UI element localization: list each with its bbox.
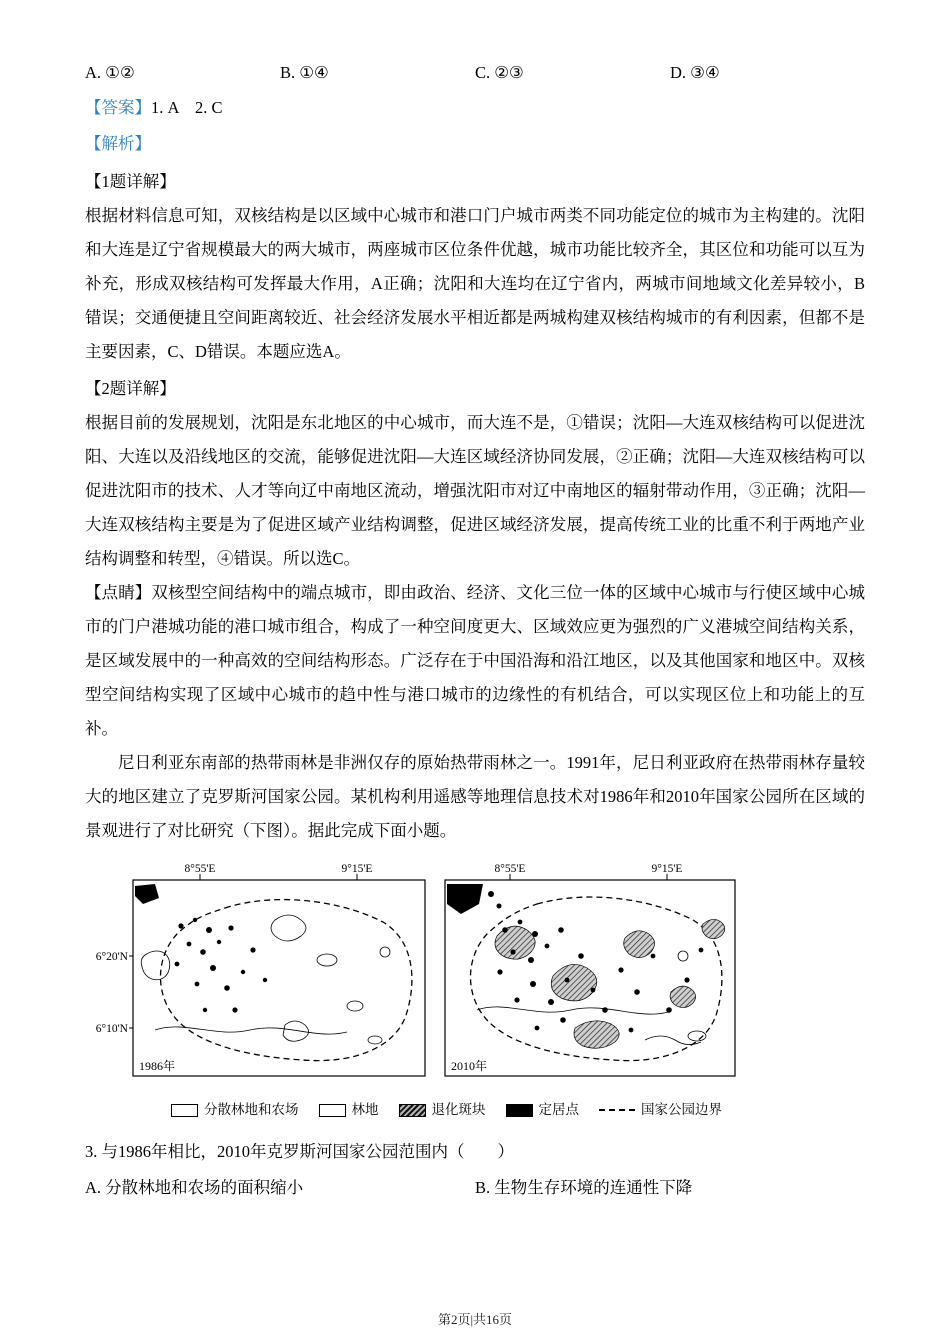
- option-c: C. ②③: [475, 63, 524, 82]
- map2-lon-right-label: 9°15'E: [651, 863, 683, 875]
- scattered-woodland-swatch-icon: [171, 1104, 198, 1117]
- legend-item: [506, 1100, 580, 1120]
- answer-value: 1. A 2. C: [151, 98, 223, 117]
- map1-year-label: 1986年: [139, 1059, 176, 1073]
- analysis-line: [85, 126, 865, 162]
- map1-lat-top-label: 6°20'N: [95, 951, 128, 963]
- legend-item: [319, 1100, 379, 1120]
- tips-body: 双核型空间结构中的端点城市，即由政治、经济、文化三位一体的区域中心城市与行使区域中心城市的门户港城功能的港口城市组合，构成了一种空间度更大、区域效应更为强烈的广义港城空间结构关系，是区域发展中的一种高效的空间结构形态。广泛存在于中国沿海和沿江地区，以及其他国家和地区中。双核型空间结构实现了区域中心城市的趋中性与港口城市的边缘性的有机结合，可以实现区位上和功能上的互补。: [85, 583, 866, 738]
- question3-stem: 3. 与1986年相比，2010年克罗斯河国家公园范围内（ ）: [85, 1142, 514, 1161]
- option-a: A. ①②: [85, 63, 135, 82]
- tips-label: 【点睛】: [85, 583, 152, 602]
- map2-degraded-patches: [495, 919, 725, 1048]
- legend-label: 定居点: [538, 1102, 579, 1117]
- map1-settlements: [175, 918, 268, 1013]
- legend-item: [171, 1100, 299, 1120]
- comparison-maps-figure: [85, 860, 865, 1120]
- page-number-footer: 第2页|共16页: [437, 1312, 513, 1327]
- legend-item: [399, 1100, 486, 1120]
- option-d: D. ③④: [670, 63, 720, 82]
- map2-lon-left-label: 8°55'E: [494, 863, 526, 875]
- legend-label: 国家公园边界: [641, 1102, 722, 1117]
- legend-item: [599, 1100, 722, 1120]
- legend-label: 退化斑块: [431, 1102, 486, 1117]
- question3-options-row: [85, 1170, 865, 1206]
- detail1-heading: 【1题详解】: [85, 172, 176, 191]
- question3-option-a: A. 分散林地和农场的面积缩小: [85, 1178, 304, 1197]
- legend-label: 分散林地和农场: [204, 1102, 299, 1117]
- map-2010: [445, 863, 735, 1076]
- map2-year-label: 2010年: [451, 1059, 488, 1073]
- option-b: B. ①④: [280, 63, 329, 82]
- answer-line: [85, 90, 865, 126]
- map-legend: [171, 1100, 865, 1120]
- settlement-swatch-icon: [506, 1104, 533, 1117]
- analysis-label: 【解析】: [85, 134, 151, 153]
- legend-label: 林地: [351, 1102, 379, 1117]
- detail2-body: 根据目前的发展规划，沈阳是东北地区的中心城市，而大连不是，①错误；沈阳—大连双核结构可以促进沈阳、大连以及沿线地区的交流，能够促进沈阳—大连区域经济协同发展，②正确；沈阳—大连双核结构可以促进沈阳市的技术、人才等向辽中南地区流动，增强沈阳市对辽中南地区的辐射带动作用，③正确；沈阳—大连双核结构主要是为了促进区域产业结构调整，促进区域经济发展，提高传统工业的比重不利于两地产业结构调整和转型，④错误。所以选C。: [85, 413, 865, 568]
- map1-lon-right-label: 9°15'E: [341, 863, 373, 875]
- maps-figure-svg: [85, 860, 745, 1100]
- map1-lat-bottom-label: 6°10'N: [95, 1023, 128, 1035]
- detail1-body: 根据材料信息可知，双核结构是以区域中心城市和港口门户城市两类不同功能定位的城市为主构建的。沈阳和大连是辽宁省规模最大的两大城市，两座城市区位条件优越，城市功能比较齐全，其区位和功能可以互为补充，形成双核结构可发挥最大作用，A正确；沈阳和大连均在辽宁省内，两城市间地域文化差异较小，B错误；交通便捷且空间距离较近、社会经济发展水平相近都是两城构建双核结构城市的有利因素，但都不是主要因素，C、D错误。本题应选A。: [85, 206, 865, 361]
- detail2-heading: 【2题详解】: [85, 379, 176, 398]
- park-boundary-line-icon: [599, 1109, 635, 1111]
- material-paragraph: 尼日利亚东南部的热带雨林是非洲仅存的原始热带雨林之一。1991年，尼日利亚政府在热带雨林存量较大的地区建立了克罗斯河国家公园。某机构利用遥感等地理信息技术对1986年和2010年国家公园所在区域的景观进行了对比研究（下图）。据此完成下面小题。: [85, 753, 865, 840]
- map-1986: [96, 863, 425, 1076]
- prev-question-options-row: [85, 56, 865, 90]
- tips-paragraph: [85, 576, 865, 746]
- degraded-patch-swatch-icon: [399, 1104, 426, 1117]
- answer-label: 【答案】: [85, 98, 151, 117]
- woodland-swatch-icon: [319, 1104, 346, 1117]
- question3-option-b: B. 生物生存环境的连通性下降: [475, 1178, 693, 1197]
- map1-lon-left-label: 8°55'E: [184, 863, 216, 875]
